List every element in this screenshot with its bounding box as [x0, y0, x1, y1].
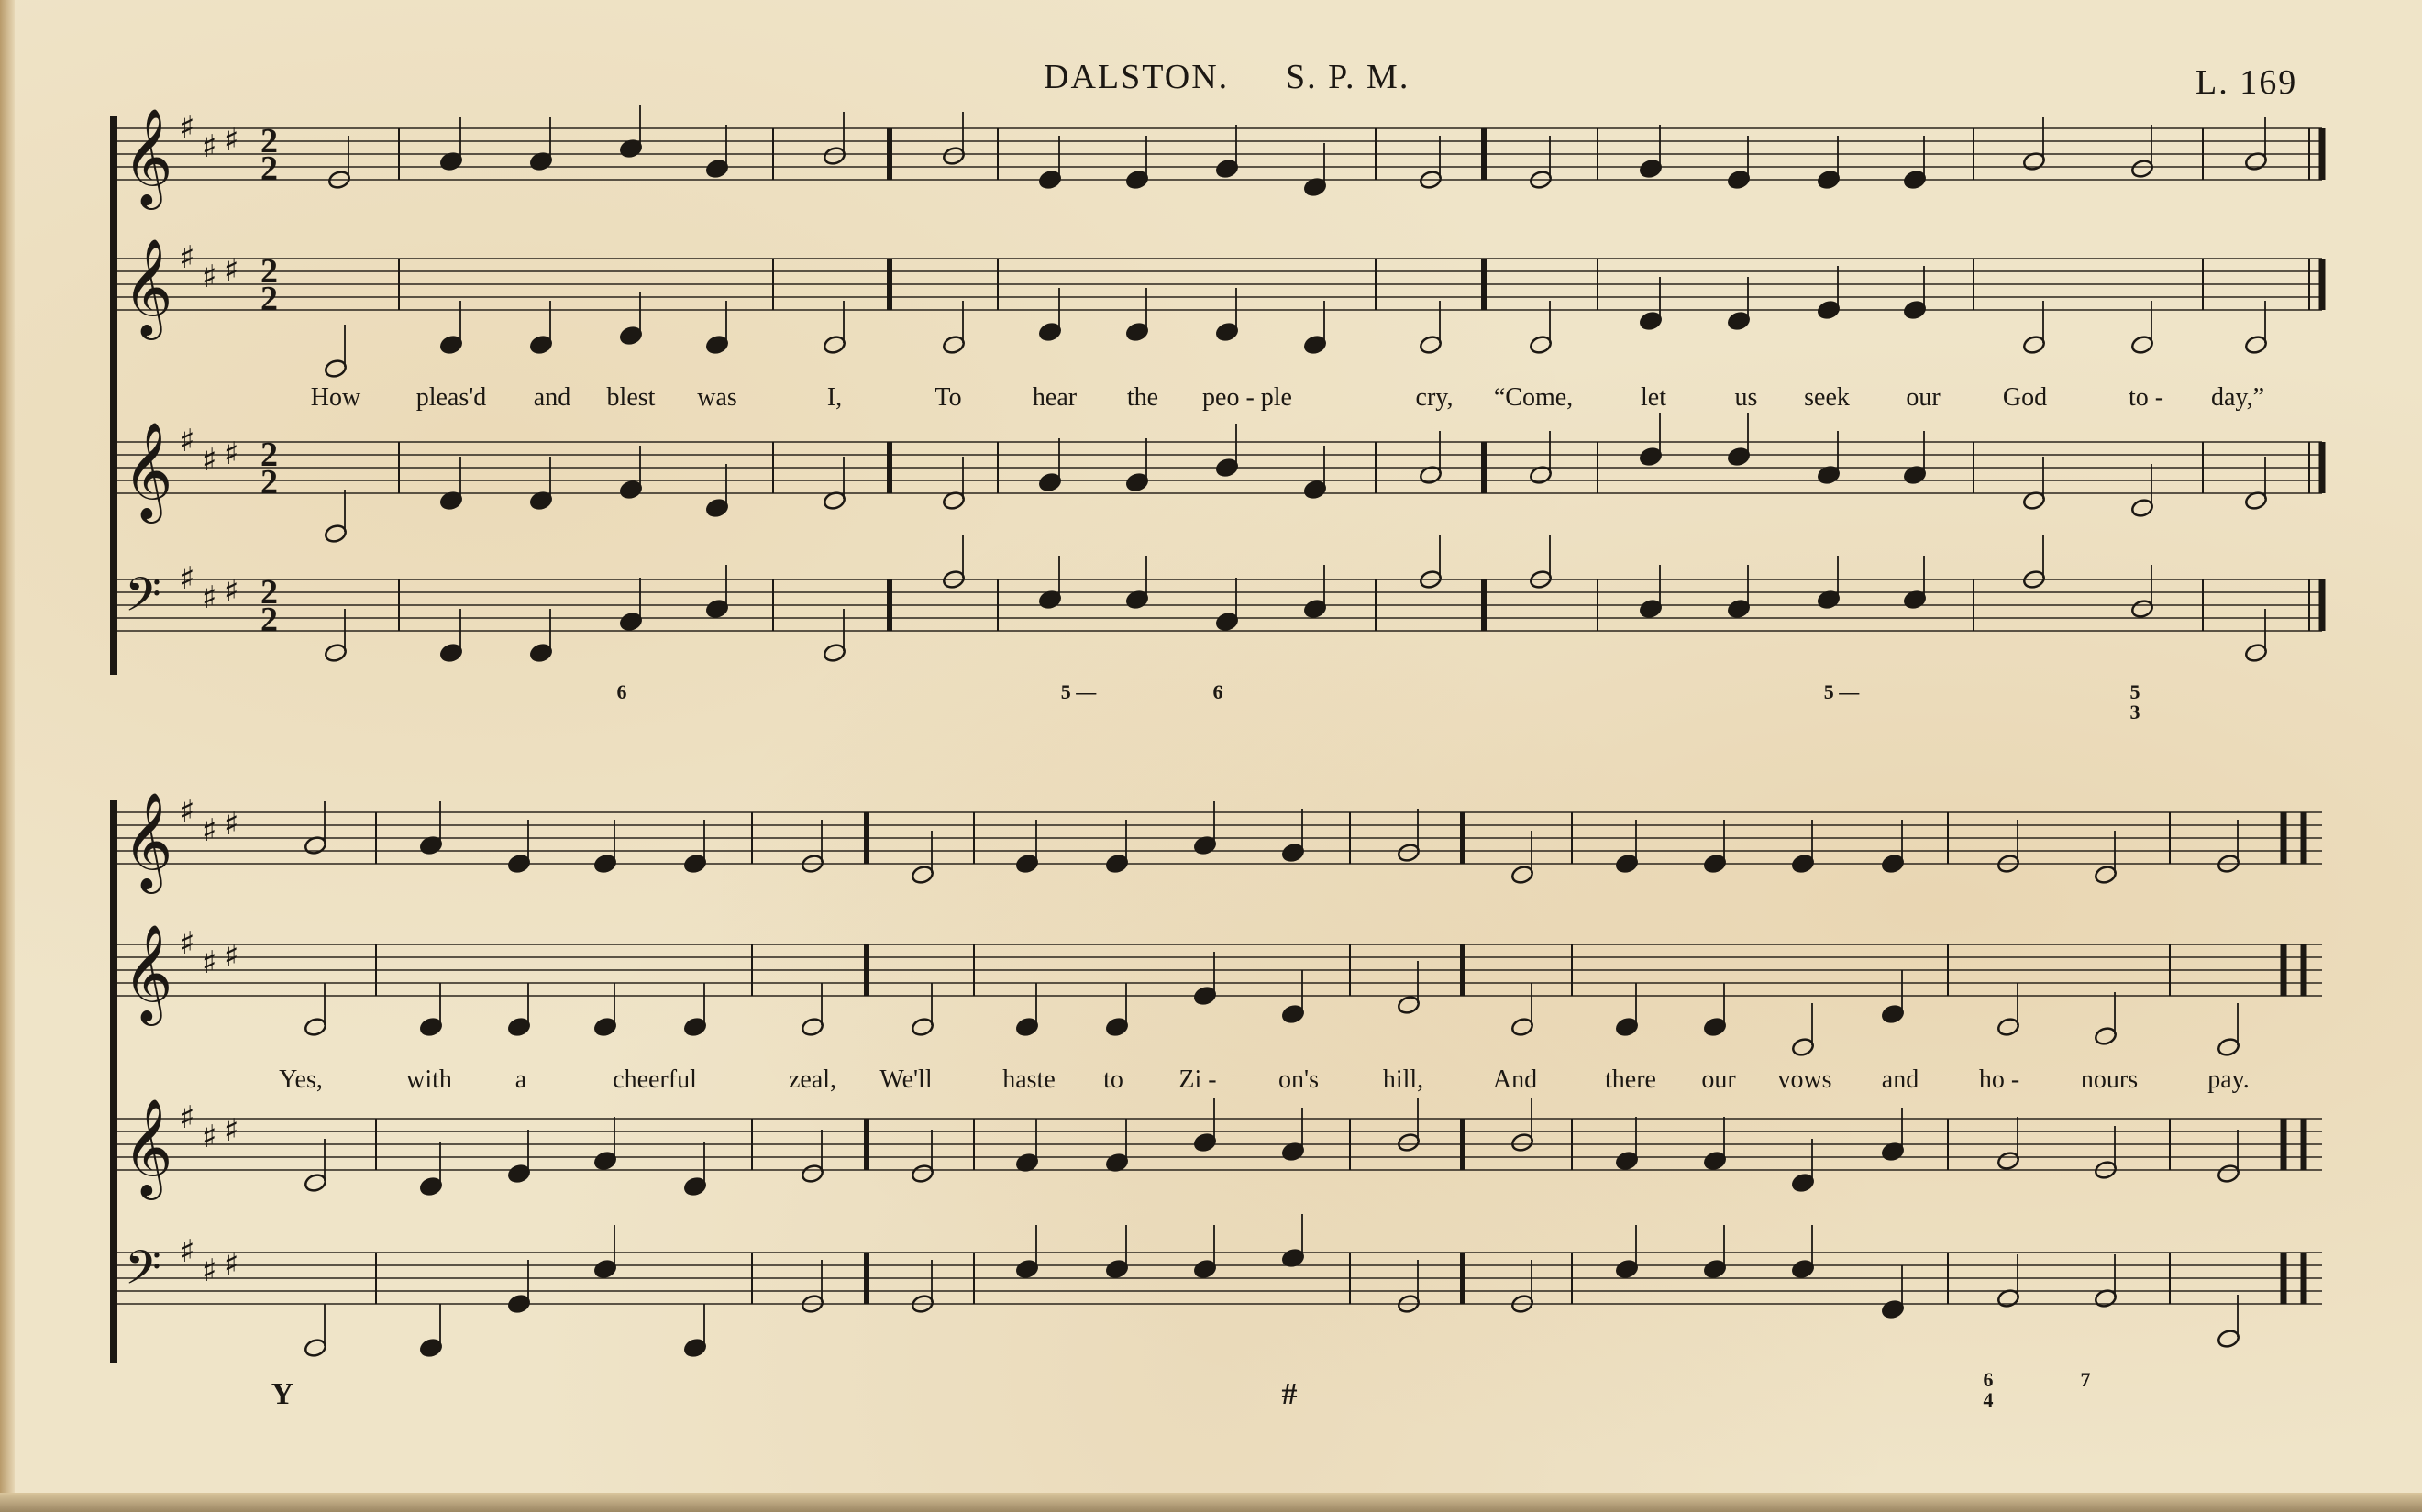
system1-lyric-syllable: To	[935, 383, 962, 412]
system1-staff2-sharp: ♯	[224, 252, 239, 289]
system1-lyric-syllable: and	[533, 383, 571, 412]
system1-lyric-syllable: hear	[1032, 383, 1078, 412]
system2-lyric-syllable: and	[1881, 1065, 1919, 1094]
system1-lyric-syllable: pleas'd	[415, 383, 487, 412]
system2-lyric-syllable: to	[1103, 1065, 1123, 1094]
system1-staff3-clef: 𝄞	[123, 421, 173, 519]
system1-lyric-syllable: day,”	[2210, 383, 2265, 412]
system2-staff3-sharp: ♯	[224, 1112, 239, 1149]
system1-staff1-sharp: ♯	[180, 109, 195, 146]
system1-lyric-syllable: let	[1641, 383, 1666, 412]
system2-lyric-syllable: Zi -	[1178, 1065, 1217, 1094]
system1-staff4-sharp: ♯	[202, 579, 217, 616]
system2-lyric-syllable: haste	[1002, 1065, 1056, 1094]
figured-bass-numeral: 6 4	[1983, 1368, 1994, 1411]
system1-staff3-time-num: 2	[260, 436, 278, 474]
system2-staff3-clef: 𝄞	[123, 1098, 173, 1196]
system1-lyric-syllable: our	[1906, 383, 1941, 412]
page-reference: L. 169	[2195, 63, 2298, 102]
system1-lyric-syllable: “Come,	[1493, 383, 1574, 412]
system1-staff1-time-den: 2	[260, 149, 278, 188]
system2-staff3-sharp: ♯	[202, 1119, 217, 1155]
system2-lyric-syllable: pay.	[2207, 1065, 2250, 1094]
system1-staff3-sharp: ♯	[224, 436, 239, 472]
system2-lyric-syllable: nours	[2080, 1065, 2139, 1094]
system1-lyric-syllable: How	[310, 383, 361, 412]
system2-lyric-syllable: We'll	[879, 1065, 933, 1094]
system2-staff3-sharp: ♯	[180, 1099, 195, 1136]
system1-staff3-sharp: ♯	[180, 423, 195, 459]
bass-mark: #	[1281, 1377, 1298, 1411]
figured-bass-numeral: 6	[616, 680, 627, 703]
system1-staff2-time-den: 2	[260, 280, 278, 318]
system1-lyric-syllable: God	[2002, 383, 2048, 412]
system1-staff3-sharp: ♯	[202, 442, 217, 479]
system1-staff1-time-num: 2	[260, 122, 278, 160]
system1-staff1-sharp: ♯	[202, 128, 217, 165]
figured-bass-numeral: 5 —	[1823, 680, 1860, 703]
system2-lyric-syllable: And	[1492, 1065, 1538, 1094]
tune-meter: S. P. M.	[1286, 58, 1410, 96]
system1-staff2-time-num: 2	[260, 252, 278, 291]
figured-bass-numeral: 6	[1212, 680, 1223, 703]
system2-lyric-syllable: hill,	[1382, 1065, 1424, 1094]
system1-lyric-syllable: I,	[826, 383, 843, 412]
system2-staff1-sharp: ♯	[180, 793, 195, 830]
system1-lyric-syllable: us	[1734, 383, 1758, 412]
system1-lyric-syllable: the	[1126, 383, 1159, 412]
system1-lyric-syllable: peo - ple	[1202, 383, 1292, 412]
system1-staff4-sharp: ♯	[180, 560, 195, 597]
system1-lyric-syllable: was	[697, 383, 737, 412]
system2-lyric-syllable: Yes,	[279, 1065, 323, 1094]
figured-bass-numeral: 5 3	[2129, 680, 2140, 723]
system2-lyric-syllable: on's	[1278, 1065, 1319, 1094]
system1-staff4-sharp: ♯	[224, 573, 239, 610]
system1-staff4-time-num: 2	[260, 573, 278, 612]
system2-staff1-clef: 𝄞	[123, 791, 173, 889]
system2-lyric-syllable: zeal,	[788, 1065, 837, 1094]
system2-lyric-syllable: a	[514, 1065, 527, 1094]
system2-lyric-syllable: ho -	[1978, 1065, 2020, 1094]
system2-lyric-syllable: our	[1701, 1065, 1736, 1094]
system1-staff3-time-den: 2	[260, 463, 278, 502]
system2-staff4-sharp: ♯	[202, 1253, 217, 1289]
system1-staff2-sharp: ♯	[202, 259, 217, 295]
system2-lyric-syllable: there	[1605, 1065, 1656, 1094]
system1-lyric-syllable: cry,	[1415, 383, 1454, 412]
system1-staff1-clef: 𝄞	[123, 107, 173, 205]
system2-staff1-sharp: ♯	[202, 812, 217, 849]
tune-title: DALSTON.	[1044, 58, 1230, 96]
system1-lyric-syllable: to -	[2128, 383, 2164, 412]
system1-staff1-sharp: ♯	[224, 122, 239, 159]
system1-staff4-clef: 𝄢	[125, 567, 161, 634]
figured-bass-numeral: 5 —	[1060, 680, 1097, 703]
system1-staff2-clef: 𝄞	[123, 237, 173, 336]
system1-lyric-syllable: seek	[1804, 383, 1850, 412]
system2-staff4-sharp: ♯	[180, 1233, 195, 1270]
system2-lyric-syllable: with	[406, 1065, 452, 1094]
figured-bass-numeral: 7	[2080, 1368, 2091, 1391]
system2-lyric-syllable: vows	[1777, 1065, 1832, 1094]
system2-staff2-clef: 𝄞	[123, 923, 173, 1021]
system2-staff2-sharp: ♯	[224, 938, 239, 975]
system1-staff4-time-den: 2	[260, 601, 278, 639]
system1-staff2-sharp: ♯	[180, 239, 195, 276]
system2-lyric-syllable: cheerful	[613, 1065, 697, 1094]
system2-staff2-sharp: ♯	[202, 944, 217, 981]
system1-lyric-syllable: blest	[606, 383, 656, 412]
bass-mark: Y	[271, 1377, 294, 1411]
system2-staff2-sharp: ♯	[180, 925, 195, 962]
system2-staff4-sharp: ♯	[224, 1246, 239, 1283]
system2-staff4-clef: 𝄢	[125, 1240, 161, 1307]
system2-staff1-sharp: ♯	[224, 806, 239, 843]
